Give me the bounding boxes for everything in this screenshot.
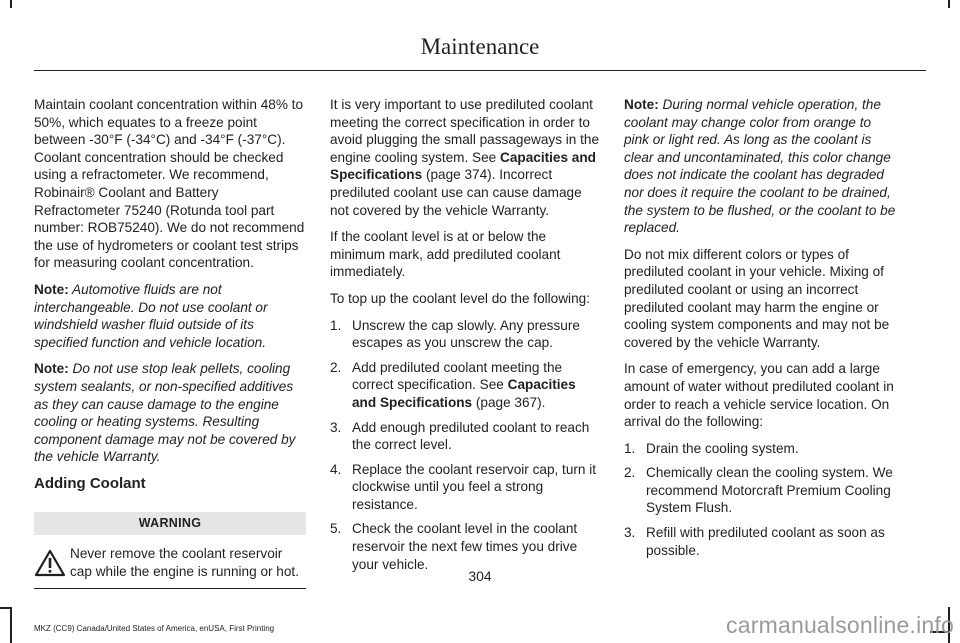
- step-text: Chemically clean the cooling system. We recommend Motorcraft Premium Cooling System Flush.: [646, 465, 893, 516]
- crop-mark: [10, 0, 12, 8]
- step-number: 3.: [330, 419, 342, 435]
- column-right: [624, 96, 896, 568]
- edition-footer: MKZ (CC9) Canada/United States of America, enUSA, First Printing: [34, 624, 275, 633]
- step-text: Refill with prediluted coolant as soon as possible.: [646, 525, 885, 558]
- step-text: Check the coolant level in the coolant reservoir the next few times you drive your vehicle.: [352, 521, 578, 572]
- page-title: Maintenance: [420, 34, 540, 59]
- step-number: 3.: [624, 525, 636, 541]
- list-item: [624, 440, 896, 458]
- emergency-paragraph: In case of emergency, you can add a large amount of water without prediluted coolant in order to reach a vehicle service location. On arrival do the following:: [624, 361, 894, 430]
- note-label: Note:: [34, 361, 69, 377]
- list-item: [330, 520, 602, 573]
- prediluted-coolant-paragraph: [330, 96, 602, 219]
- list-item: [624, 464, 896, 517]
- note-color-change: [624, 96, 896, 237]
- coolant-level-paragraph: If the coolant level is at or below the minimum mark, add prediluted coolant immediately.: [330, 229, 561, 280]
- step-number: 2.: [624, 465, 636, 481]
- list-item: [330, 461, 602, 514]
- step-number: 1.: [624, 440, 636, 456]
- step-number: 1.: [330, 317, 342, 333]
- column-left: [34, 96, 306, 589]
- warning-text: Never remove the coolant reservoir cap while the engine is running or hot.: [70, 546, 299, 579]
- note-fluids: [34, 281, 306, 351]
- step-number: 4.: [330, 461, 342, 477]
- coolant-concentration-paragraph: Maintain coolant concentration within 48% to 50%, which equates to a freeze point between -30°F (-34°C) and -34°F (-37°C). Coolant concentration should be checked using a refractometer. We recommend, Robinair® Coolant and Battery Refractometer 75240 (Rotunda tool part number: ROB75240). We do not recommend the use of hydrometers or coolant test strips for measuring coolant concentration.: [34, 97, 305, 271]
- crop-mark: [948, 0, 950, 8]
- warning-label: WARNING: [34, 512, 306, 535]
- note-text: Do not use stop leak pellets, cooling system sealants, or non-specified additives as they can cause damage to the engine cooling or heating systems. Resulting component damage may not be covered by the vehicle Warranty.: [34, 361, 296, 465]
- list-item: [330, 317, 602, 352]
- step-text: Drain the cooling system.: [646, 440, 799, 456]
- watermark: carmanualsonline.info: [726, 612, 954, 638]
- header-divider: [34, 70, 926, 71]
- step-number: 5.: [330, 521, 342, 537]
- step-number: 2.: [330, 359, 342, 375]
- step-text: Replace the coolant reservoir cap, turn it clockwise until you feel a strong resistance.: [352, 461, 597, 512]
- step-text: Add enough prediluted coolant to reach the correct level.: [352, 419, 590, 453]
- arrival-steps: [624, 440, 896, 560]
- page-number: 304: [468, 568, 492, 584]
- column-middle: [330, 96, 602, 582]
- note-label: Note:: [34, 281, 69, 297]
- list-item: [330, 359, 602, 412]
- note-text: Automotive fluids are not interchangeable. Do not use coolant or windshield washer fluid outside of its specified function and vehicle location.: [34, 281, 268, 350]
- note-label: Note:: [624, 97, 659, 112]
- crop-mark: [0, 607, 10, 609]
- top-up-steps: [330, 317, 602, 574]
- paragraph-text: (page 374). Incorrect prediluted coolant use can cause damage not covered by the vehicle Warranty.: [330, 167, 582, 218]
- step-text-part: (page 367).: [472, 394, 546, 410]
- step-text: Unscrew the cap slowly. Any pressure escapes as you unscrew the cap.: [352, 317, 580, 351]
- step-text-part: Add prediluted coolant meeting the correct specification. See: [352, 359, 563, 393]
- crop-mark: [10, 607, 12, 643]
- list-item: [330, 419, 602, 454]
- top-up-intro: To top up the coolant level do the following:: [330, 290, 590, 306]
- step-text: [352, 359, 602, 412]
- note-text: During normal vehicle operation, the coolant may change color from orange to pink or light red. As long as the coolant is clear and uncontaminated, this color change does not indicate the coolant has degraded nor does it require the coolant to be drained, the system to be flushed, or the coolant to be replaced.: [624, 97, 896, 236]
- section-heading: Adding Coolant: [34, 474, 146, 492]
- mixing-paragraph: Do not mix different colors or types of prediluted coolant in your vehicle. Mixing of prediluted coolant or using an incorrect prediluted coolant may harm the engine or cooling system components and may not be covered by the vehicle Warranty.: [624, 246, 890, 350]
- note-stop-leak: [34, 360, 306, 466]
- capacities-link[interactable]: Capacities and Specifications: [330, 149, 596, 183]
- paragraph-text: It is very important to use prediluted coolant meeting the correct specification in order to avoid plugging the small passageways in the engine cooling system. See: [330, 97, 600, 165]
- list-item: [624, 524, 896, 559]
- capacities-link[interactable]: Capacities and Specifications: [352, 377, 576, 410]
